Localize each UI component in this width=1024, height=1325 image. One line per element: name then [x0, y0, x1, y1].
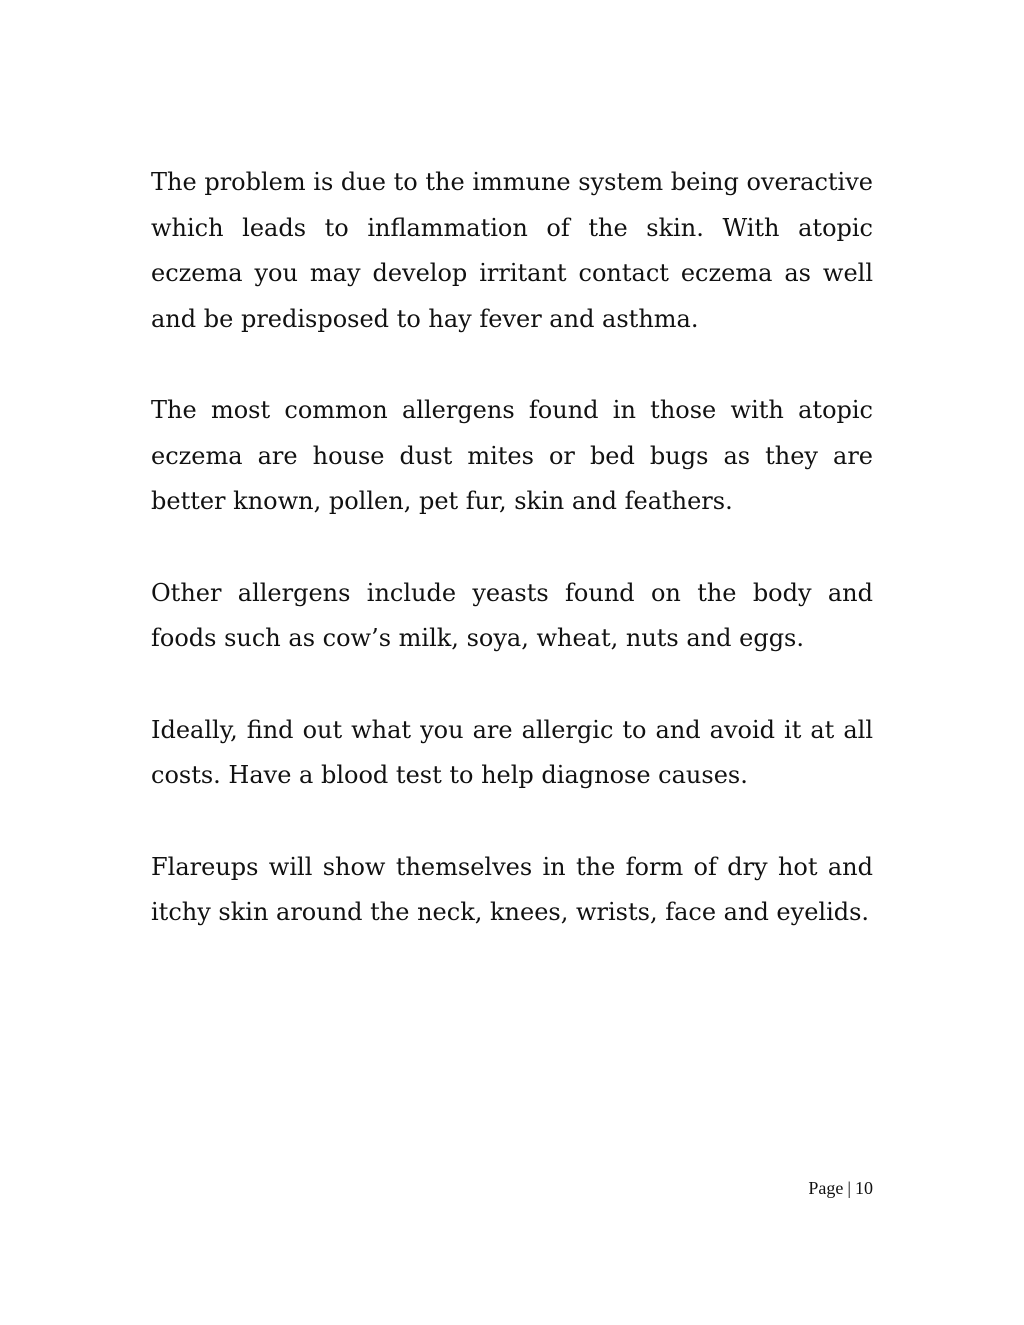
page-label: Page — [808, 1178, 844, 1198]
paragraph-immune-system: The problem is due to the immune system being overactive which leads to inflammation of the skin. With atopic eczema you may develop irritant contact eczema as well and be predisposed to hay fever and asthma. — [151, 168, 873, 333]
page-number: 10 — [855, 1178, 873, 1198]
body-text — [151, 160, 873, 982]
page-footer — [808, 1178, 873, 1199]
page-separator: | — [847, 1178, 851, 1198]
paragraph-other-allergens: Other allergens include yeasts found on the body and foods such as cow’s milk, soya, wheat, nuts and eggs. — [151, 578, 873, 652]
paragraph-avoid-allergens: Ideally, find out what you are allergic to and avoid it at all costs. Have a blood test to help diagnose causes. — [151, 715, 873, 789]
paragraph-flareups: Flareups will show themselves in the form of dry hot and itchy skin around the neck, knees, wrists, face and eyelids. — [151, 852, 873, 926]
paragraph-common-allergens: The most common allergens found in those with atopic eczema are house dust mites or bed bugs as they are better known, pollen, pet fur, skin and feathers. — [151, 396, 873, 515]
